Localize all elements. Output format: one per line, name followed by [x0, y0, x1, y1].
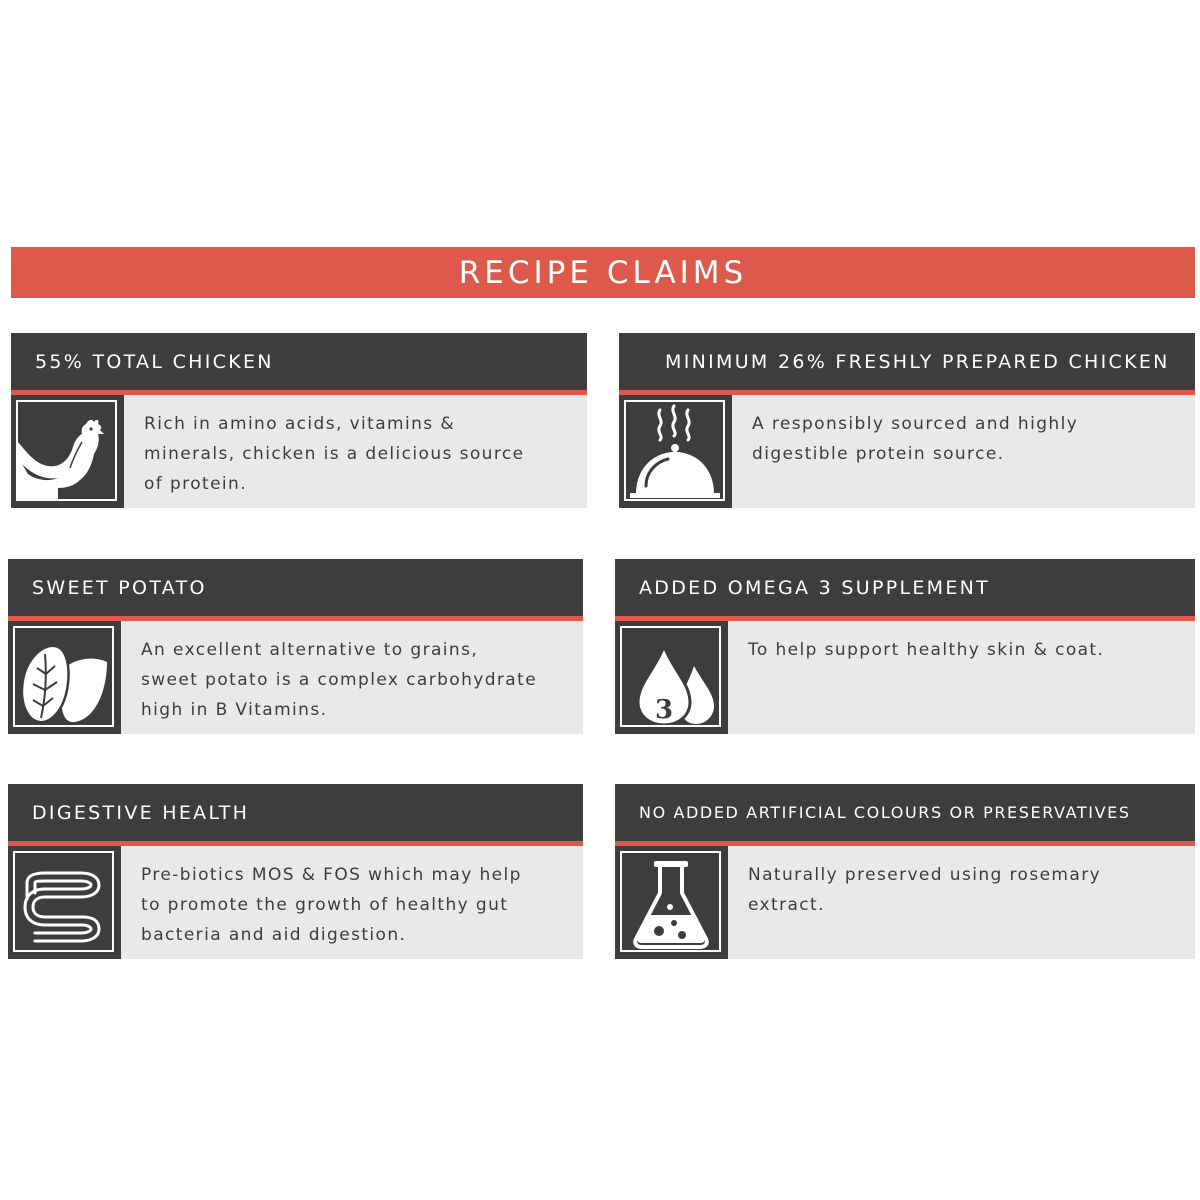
claim-card-title: DIGESTIVE HEALTH [32, 801, 250, 824]
claim-card-description: Pre-biotics MOS & FOS which may help to promote the growth of healthy gut bacteria and aid digestion. [141, 865, 522, 945]
claim-card-body [8, 621, 583, 734]
cloche-icon [624, 400, 725, 501]
icon-box [615, 621, 728, 734]
icon-box [11, 395, 124, 508]
icon-box [615, 846, 728, 959]
claim-card-description: An excellent alternative to grains, sweet potato is a complex carbohydrate high in B Vitamins. [141, 640, 538, 720]
claim-card-body [11, 395, 587, 508]
icon-box [8, 846, 121, 959]
claim-card-header [615, 784, 1195, 846]
claim-card-digestive-health [8, 784, 583, 959]
claim-card-title: 55% TOTAL CHICKEN [35, 350, 274, 373]
claim-card-title: SWEET POTATO [32, 576, 207, 599]
banner-title: RECIPE CLAIMS [458, 254, 748, 291]
intestine-icon [13, 851, 114, 952]
claim-card-description: Rich in amino acids, vitamins & minerals, chicken is a delicious source of protein. [144, 414, 525, 494]
claim-card-no-additives [615, 784, 1195, 959]
recipe-claims-banner [11, 247, 1195, 298]
claim-card-header [8, 559, 583, 621]
claim-card-sweet-potato [8, 559, 583, 734]
claim-card-title: MINIMUM 26% FRESHLY PREPARED CHICKEN [665, 350, 1170, 373]
claim-card-description: A responsibly sourced and highly digestible protein source. [752, 414, 1079, 464]
claim-card-body [615, 846, 1195, 959]
chicken-icon [16, 400, 117, 501]
oil-drops-icon [620, 626, 721, 727]
claim-card-header [11, 333, 587, 395]
claim-card-body [8, 846, 583, 959]
claim-card-header [619, 333, 1195, 395]
claim-card-description: Naturally preserved using rosemary extract. [748, 865, 1102, 915]
claim-card-header [8, 784, 583, 846]
claim-card-fresh-chicken [619, 333, 1195, 508]
sweet-potato-icon [13, 626, 114, 727]
claim-card-body [619, 395, 1195, 508]
claim-card-body [615, 621, 1195, 734]
claim-card-total-chicken [11, 333, 587, 508]
omega-number: 3 [654, 695, 674, 725]
claim-card-header [615, 559, 1195, 621]
claim-card-title: ADDED OMEGA 3 SUPPLEMENT [639, 576, 991, 599]
icon-box [8, 621, 121, 734]
flask-icon [620, 851, 721, 952]
icon-box [619, 395, 732, 508]
claim-card-omega-3 [615, 559, 1195, 734]
claim-card-title: NO ADDED ARTIFICIAL COLOURS OR PRESERVATIVES [639, 803, 1131, 822]
claim-card-description: To help support healthy skin & coat. [748, 640, 1105, 660]
